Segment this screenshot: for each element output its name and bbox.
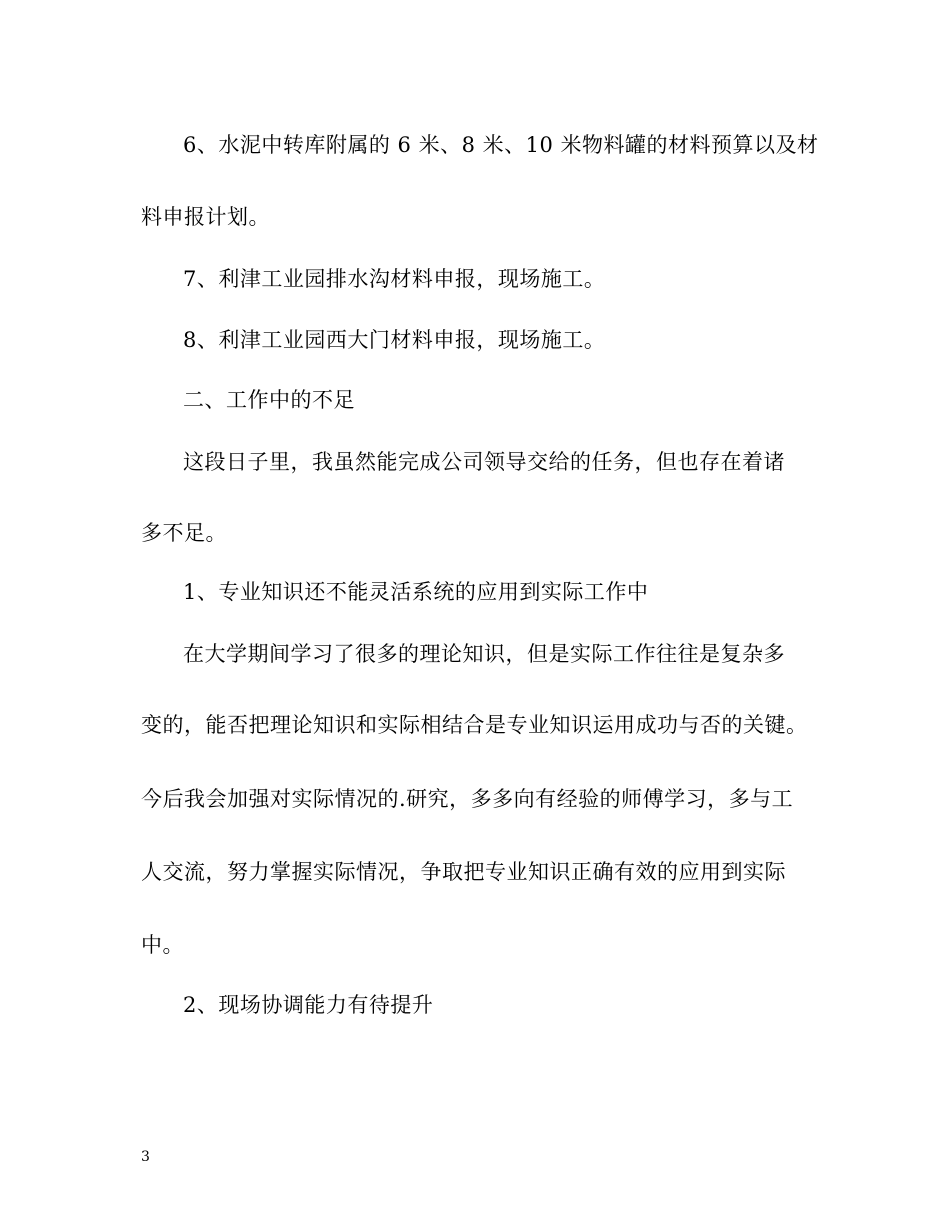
page-number: 3 bbox=[141, 1149, 150, 1165]
list-item-line: 7、利津工业园排水沟材料申报，现场施工。 bbox=[183, 267, 606, 291]
paragraph-line: 变的，能否把理论知识和实际相结合是专业知识运用成功与否的关键。 bbox=[141, 713, 808, 737]
paragraph-line: 人交流，努力掌握实际情况，争取把专业知识正确有效的应用到实际 bbox=[141, 860, 786, 884]
paragraph-line: 这段日子里，我虽然能完成公司领导交给的任务，但也存在着诸 bbox=[183, 450, 785, 474]
paragraph-line: 多不足。 bbox=[141, 521, 227, 545]
subsection-heading: 1、专业知识还不能灵活系统的应用到实际工作中 bbox=[183, 580, 649, 604]
paragraph-line: 料申报计划。 bbox=[141, 205, 270, 229]
subsection-heading: 2、现场协调能力有待提升 bbox=[183, 993, 434, 1017]
list-item-line: 8、利津工业园西大门材料申报，现场施工。 bbox=[183, 328, 606, 352]
paragraph-line: 今后我会加强对实际情况的.研究，多多向有经验的师傅学习，多与工 bbox=[141, 787, 794, 811]
section-heading: 二、工作中的不足 bbox=[183, 388, 355, 412]
paragraph-line: 在大学期间学习了很多的理论知识，但是实际工作往往是复杂多 bbox=[183, 642, 785, 666]
paragraph-line: 中。 bbox=[141, 933, 184, 957]
paragraph-line: 6、水泥中转库附属的 6 米、8 米、10 米物料罐的材料预算以及材 bbox=[183, 133, 819, 157]
